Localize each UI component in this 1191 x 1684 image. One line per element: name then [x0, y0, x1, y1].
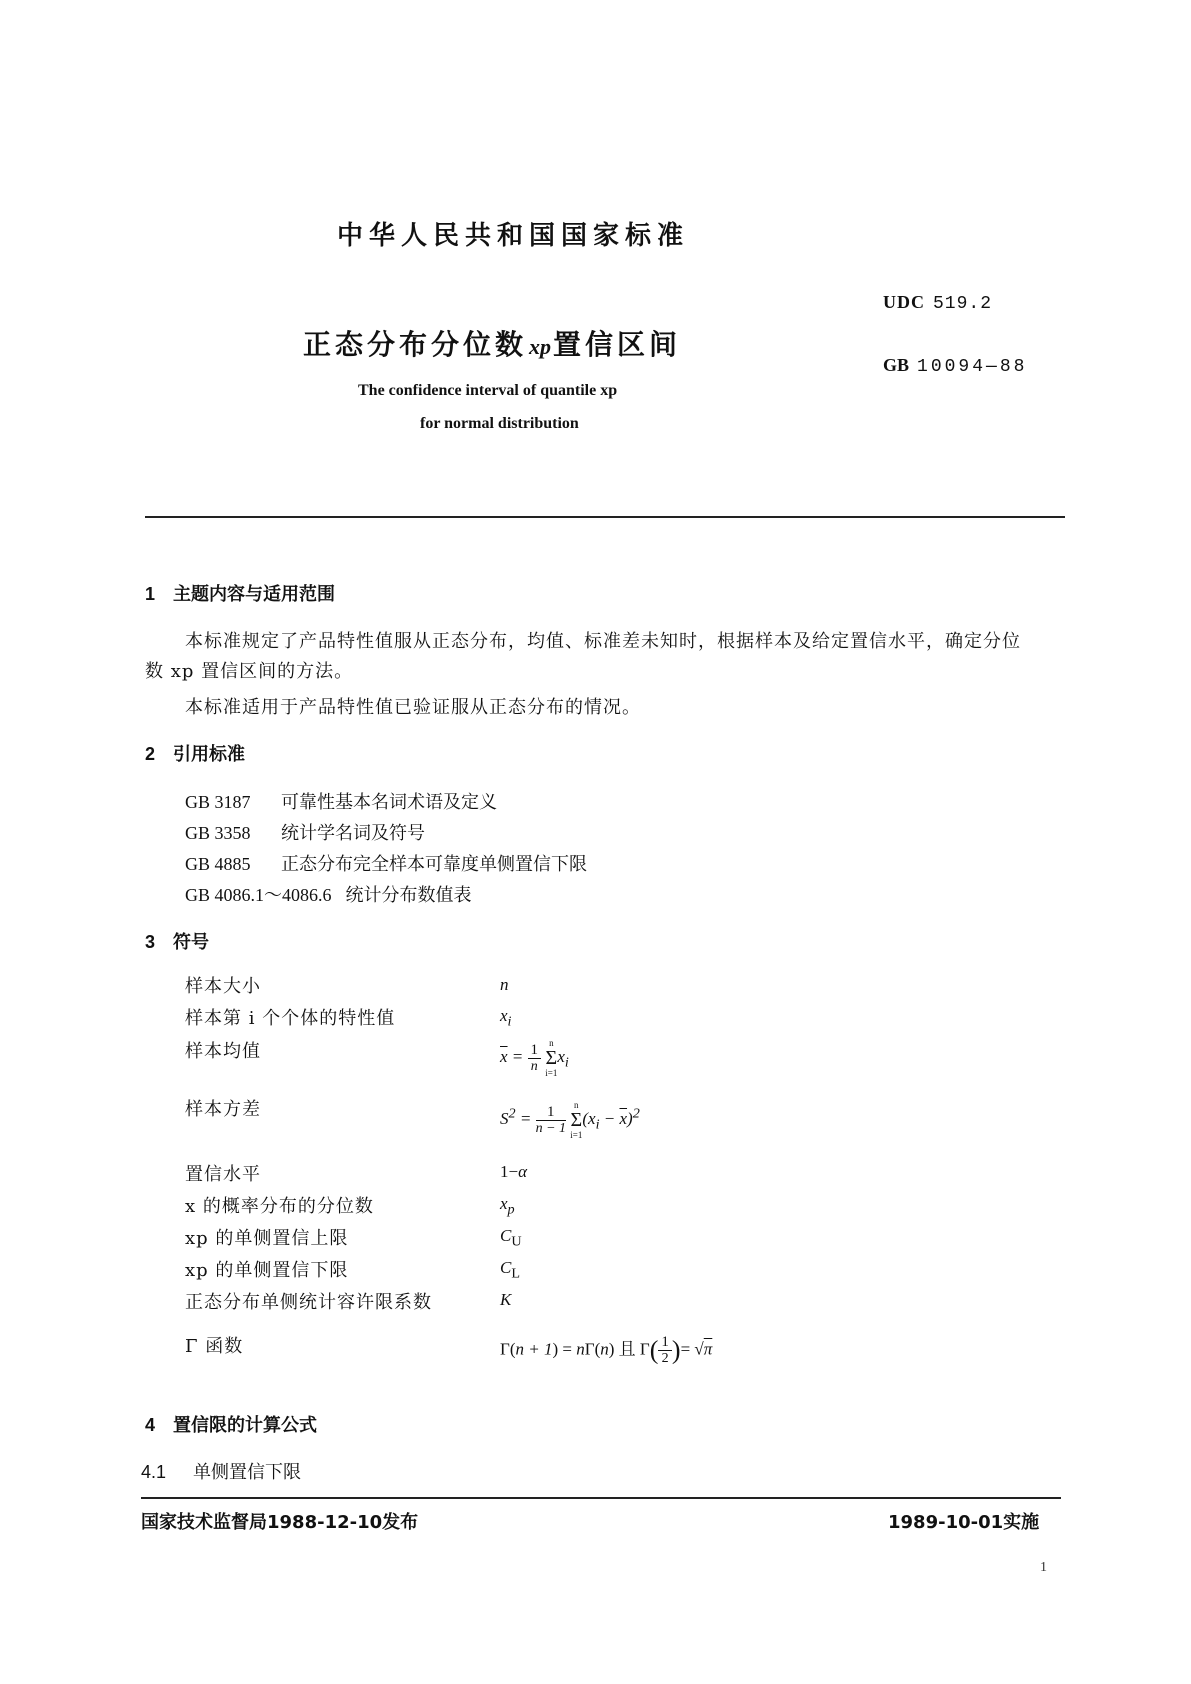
symbol-label: xp 的单侧置信下限 [185, 1260, 349, 1281]
subsection-4-1-title: 单侧置信下限 [193, 1462, 301, 1483]
symbol-value: n [500, 975, 509, 994]
symbol-value: K [500, 1290, 512, 1309]
page-number: 1 [1040, 1560, 1047, 1575]
footer-divider [141, 1497, 1061, 1499]
header-divider [145, 516, 1065, 518]
gb-label: GB [883, 355, 910, 375]
reference-item: GB 4885 正态分布完全样本可靠度单侧置信下限 [185, 854, 587, 875]
gb-number [883, 355, 1027, 377]
document-title [303, 323, 681, 363]
udc-value: 519.2 [933, 294, 993, 314]
title-variable: xp [529, 334, 552, 359]
gb-value: 10094—88 [917, 357, 1028, 377]
section-2-number: 2 [145, 744, 156, 764]
section-4-title: 置信限的计算公式 [173, 1415, 317, 1436]
issue-date: 国家技术监督局1988-12-10发布 [141, 1512, 419, 1533]
symbol-value: $C_U$ [500, 1226, 522, 1250]
reference-item: GB 3187 可靠性基本名词术语及定义 [185, 792, 497, 813]
subsection-4-1-number: 4.1 [141, 1462, 167, 1482]
sample-variance-formula: $S^2$ = $\frac{1}{n - 1}$ n Σ i=1 $(x_i - \overline{x})^2$ [500, 1100, 640, 1140]
symbol-label: 样本方差 [185, 1099, 261, 1120]
symbol-value: $x_p$ [500, 1194, 515, 1218]
section-4-heading [145, 1411, 317, 1437]
symbol-label: Γ 函数 [185, 1336, 244, 1357]
standard-title: 中华人民共和国国家标准 [337, 221, 690, 251]
section-2-title: 引用标准 [173, 744, 245, 765]
section-1-title: 主题内容与适用范围 [173, 584, 335, 605]
sample-mean-formula: $\overline{x}$ = $\frac{1}{n}$ n Σ i=1 $x_i$ [500, 1038, 569, 1078]
symbol-value: 1−α [500, 1162, 528, 1181]
section-3-number: 3 [145, 932, 156, 952]
symbol-label: x 的概率分布的分位数 [185, 1196, 374, 1217]
gamma-function-formula: Γ(n + 1) = nΓ(n) 且 Γ( $\frac{1}{2}$ )= √π [500, 1334, 713, 1366]
symbol-label: 正态分布单侧统计容许限系数 [185, 1292, 432, 1313]
english-title-line2: for normal distribution [420, 415, 579, 432]
udc-label: UDC [883, 292, 925, 312]
symbol-label: 样本大小 [185, 976, 261, 997]
udc-number [883, 292, 992, 314]
section-4-number: 4 [145, 1415, 156, 1435]
subsection-4-1-heading [141, 1458, 301, 1484]
section-1-number: 1 [145, 584, 156, 604]
reference-item: GB 3358 统计学名词及符号 [185, 823, 425, 844]
section-1-para1-line1: 本标准规定了产品特性值服从正态分布，均值、标准差未知时，根据样本及给定置信水平，确定分位 [185, 631, 1021, 652]
title-part1: 正态分布分位数 [303, 328, 528, 361]
symbol-label: xp 的单侧置信上限 [185, 1228, 349, 1249]
symbol-value: $x_i$ [500, 1006, 512, 1030]
symbol-label: 置信水平 [185, 1164, 261, 1185]
reference-item: GB 4086.1～4086.6 统计分布数值表 [185, 885, 472, 906]
symbol-label: 样本第 i 个个体的特性值 [185, 1008, 396, 1029]
symbol-value: $C_L$ [500, 1258, 520, 1282]
section-1-heading [145, 580, 335, 606]
section-2-heading [145, 740, 245, 766]
effective-date: 1989-10-01实施 [888, 1512, 1040, 1533]
section-3-heading [145, 928, 209, 954]
section-1-para1-line2: 数 xp 置信区间的方法。 [145, 661, 354, 682]
title-part2: 置信区间 [553, 328, 682, 361]
section-1-para2: 本标准适用于产品特性值已验证服从正态分布的情况。 [185, 697, 641, 718]
english-title-line1: The confidence interval of quantile xp [358, 382, 618, 399]
symbol-label: 样本均值 [185, 1041, 261, 1062]
section-3-title: 符号 [173, 932, 209, 953]
